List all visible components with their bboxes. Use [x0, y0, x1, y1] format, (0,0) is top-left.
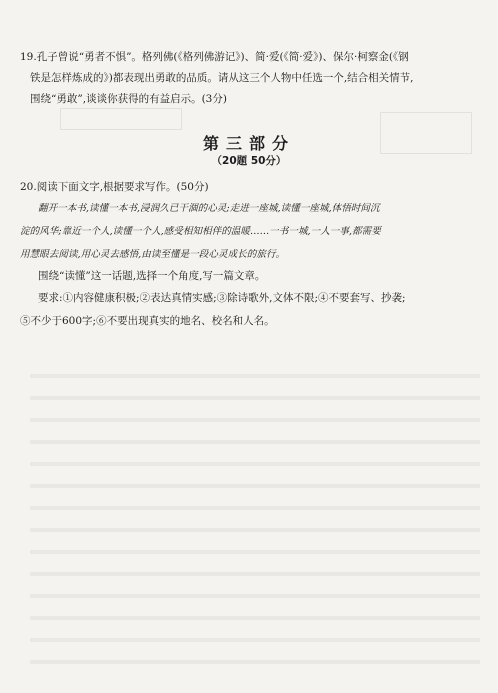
question-19-line: 围绕“勇敢”,谈谈你获得的有益启示。(3分) [30, 93, 227, 105]
question-19-line: 19.孔子曾说“勇者不惧”。格列佛(《格列佛游记》)、简·爱(《简·爱》)、保尔·柯察金(《钢 [20, 51, 409, 63]
writing-topic: 围绕“读懂”这一话题,选择一个角度,写一篇文章。 [38, 270, 266, 282]
passage-line: 翻开一本书,读懂一本书,浸润久已干涸的心灵;走进一座城,读懂一座城,体悟时间沉 [38, 203, 380, 214]
requirement-line: ⑤不少于600字;⑥不要出现真实的地名、校名和人名。 [20, 315, 275, 327]
bleed-through-text [30, 360, 480, 680]
reading-passage [20, 197, 482, 266]
section-subtitle: （20题 50分） [211, 155, 287, 167]
passage-line: 用慧眼去阅读,用心灵去感悟,由读至懂是一段心灵成长的旅行。 [20, 249, 286, 260]
question-20-header: 20.阅读下面文字,根据要求写作。(50分) [20, 181, 209, 193]
question-19 [20, 47, 480, 110]
section-title: 第三部分 [202, 134, 295, 153]
passage-line: 淀的风华;靠近一个人,读懂一个人,感受相知相伴的温暖……一书一城,一人一事,都需要 [20, 226, 381, 237]
requirement-line: 要求:①内容健康积极;②表达真情实感;③除诗歌外,文体不限;④不要套写、抄袭; [38, 292, 406, 304]
writing-requirements [20, 287, 482, 333]
question-19-line: 铁是怎样炼成的》)都表现出勇敢的品质。请从这三个人物中任选一个,结合相关情节, [30, 72, 414, 84]
bleed-through-box [60, 108, 182, 130]
